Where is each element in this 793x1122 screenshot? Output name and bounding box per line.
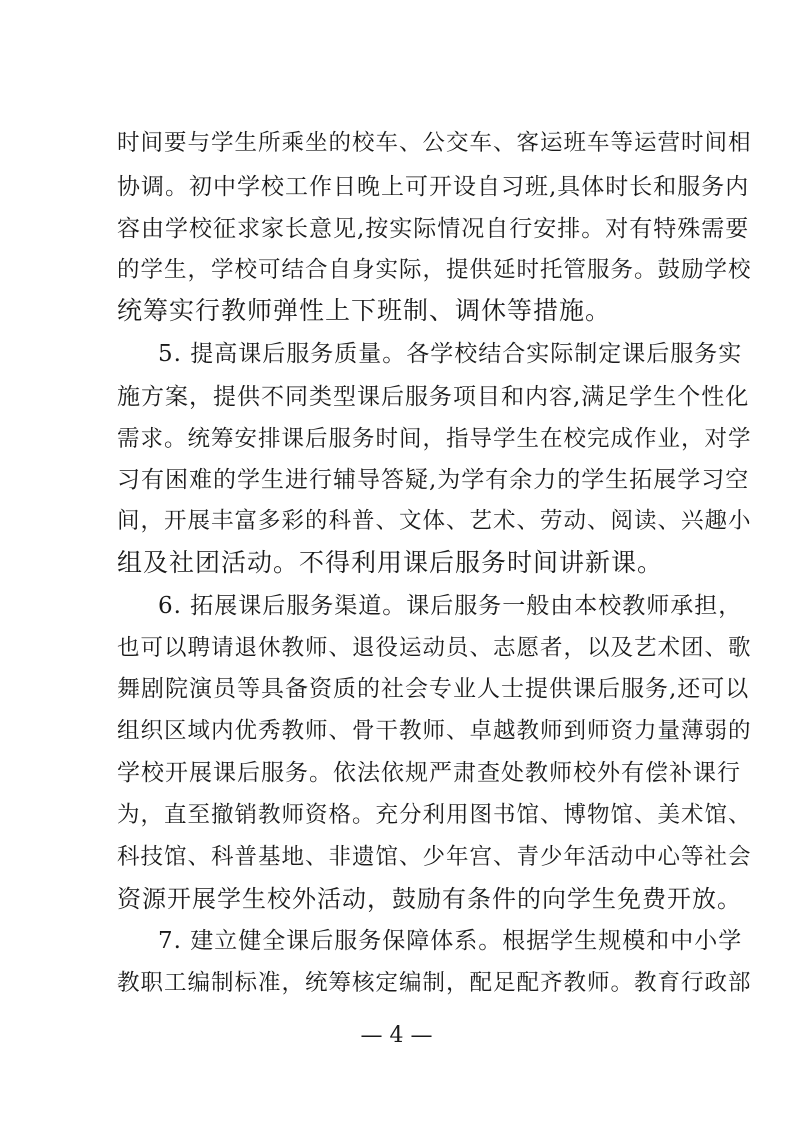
body-line: 教职工编制标准，统筹核定编制，配足配齐教师。教育行政部 <box>117 970 752 996</box>
body-line: 学校开展课后服务。依法依规严肃查处教师校外有偿补课行 <box>117 760 741 786</box>
body-line: 时间要与学生所乘坐的校车、公交车、客运班车等运营时间相 <box>117 130 752 156</box>
section-7-first-line: 7. 建立健全课后服务保障体系。根据学生规模和中小学 <box>158 928 743 954</box>
body-line: 舞剧院演员等具备资质的社会专业人士提供课后服务,还可以 <box>117 676 750 702</box>
page-number: — 4 — <box>360 1023 433 1048</box>
section-6-first-line: 6. 拓展课后服务渠道。课后服务一般由本校教师承担， <box>158 593 743 619</box>
body-line: 施方案，提供不同类型课后服务项目和内容,满足学生个性化 <box>117 384 750 410</box>
body-line: 协调。初中学校工作日晚上可开设自习班,具体时长和服务内 <box>117 174 750 200</box>
body-line: 的学生，学校可结合自身实际，提供延时托管服务。鼓励学校 <box>117 257 752 283</box>
body-line: 科技馆、科普基地、非遗馆、少年宫、青少年活动中心等社会 <box>117 844 752 870</box>
body-line: 间，开展丰富多彩的科普、文体、艺术、劳动、阅读、兴趣小 <box>117 508 752 534</box>
body-line: 习有困难的学生进行辅导答疑,为学有余力的学生拓展学习空 <box>117 467 750 493</box>
body-line: 也可以聘请退休教师、退役运动员、志愿者，以及艺术团、歌 <box>117 635 752 661</box>
body-line: 资源开展学生校外活动，鼓励有条件的向学生免费开放。 <box>117 885 742 913</box>
body-line: 统筹实行教师弹性上下班制、调休等措施。 <box>117 296 612 325</box>
body-line: 为，直至撤销教师资格。充分利用图书馆、博物馆、美术馆、 <box>117 802 752 828</box>
body-line: 组织区域内优秀教师、骨干教师、卓越教师到师资力量薄弱的 <box>117 718 752 744</box>
body-line: 需求。统筹安排课后服务时间，指导学生在校完成作业，对学 <box>117 426 752 452</box>
section-5-first-line: 5. 提高课后服务质量。各学校结合实际制定课后服务实 <box>158 341 743 367</box>
body-line: 组及社团活动。不得利用课后服务时间讲新课。 <box>117 548 664 577</box>
body-line: 容由学校征求家长意见,按实际情况自行安排。对有特殊需要 <box>117 216 750 242</box>
